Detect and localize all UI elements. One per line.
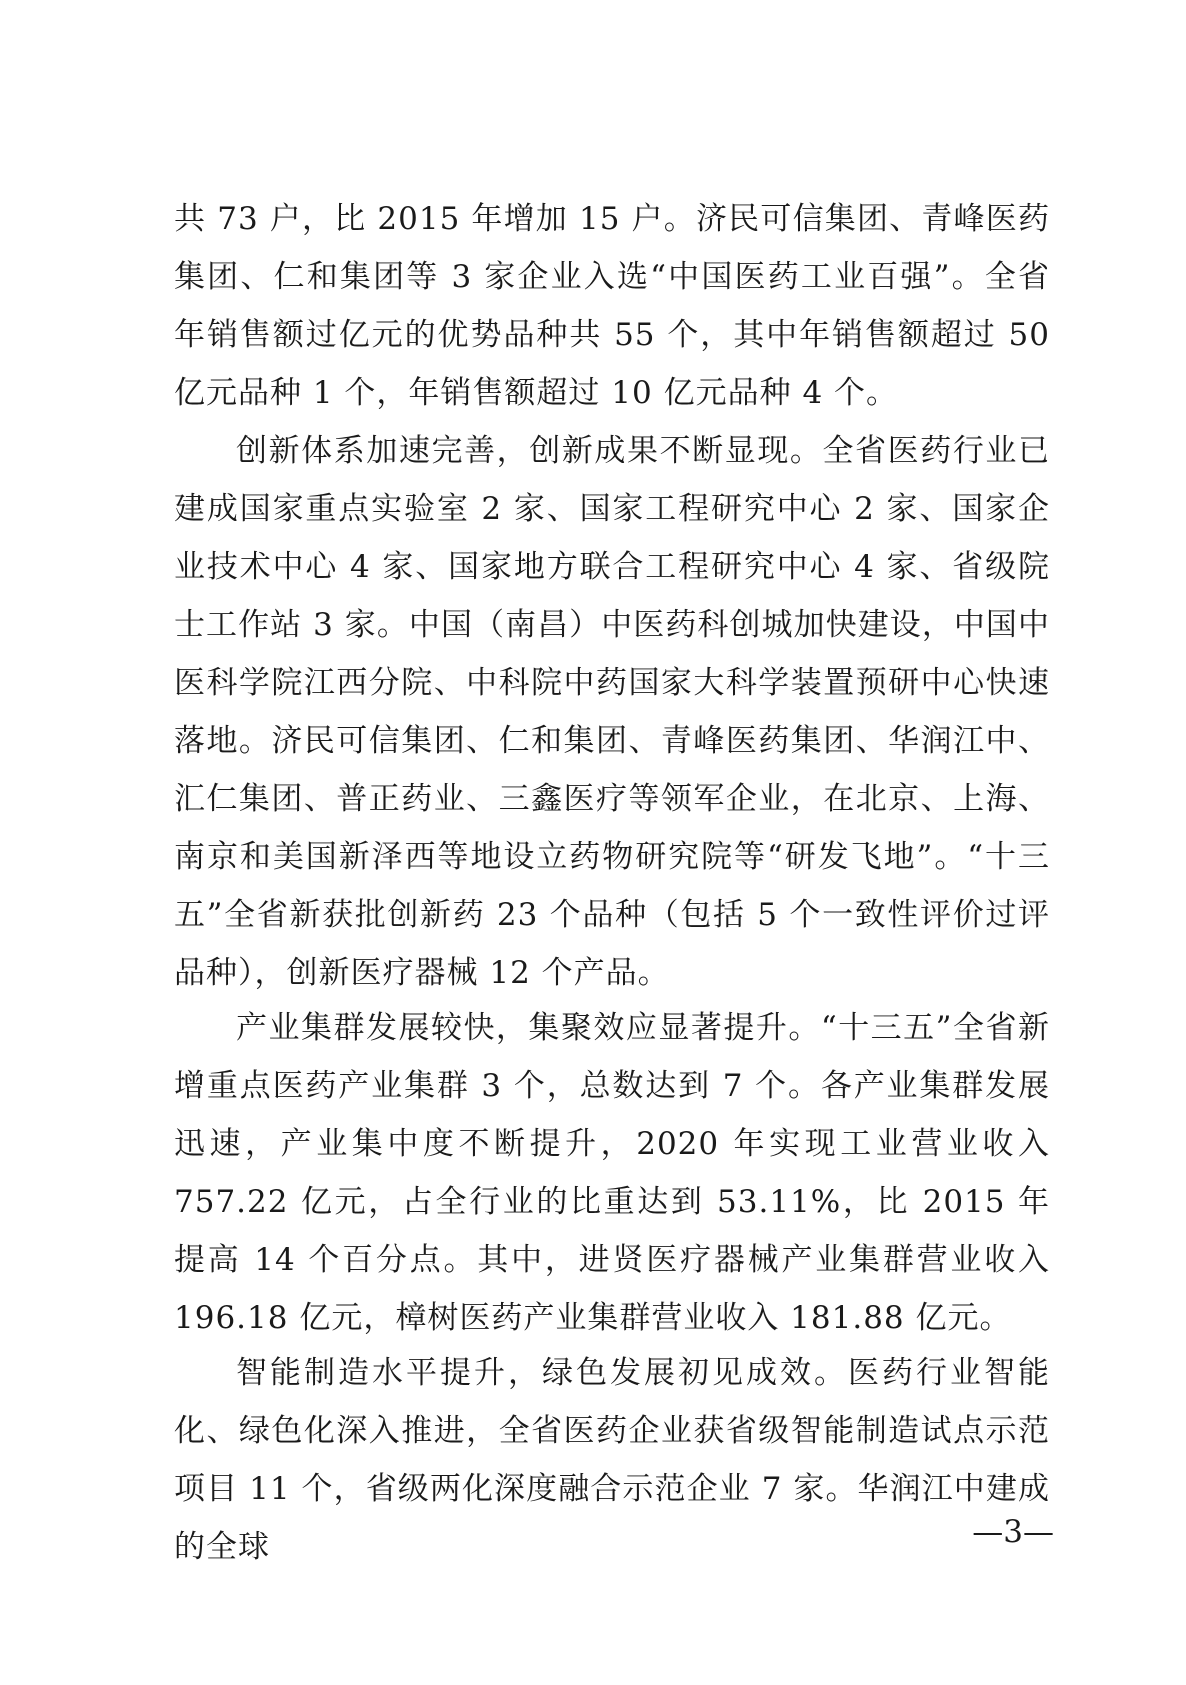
paragraph-enterprises: 共 73 户，比 2015 年增加 15 户。济民可信集团、青峰医药集团、仁和集团等 3 家企业入选“中国医药工业百强”。全省年销售额过亿元的优势品种共 55 个，其中年销售额超过 50 亿元品种 1 个，年销售额超过 10 亿元品种 4 个。 — [174, 201, 1050, 411]
paragraph-innovation: 创新体系加速完善，创新成果不断显现。全省医药行业已建成国家重点实验室 2 家、国家工程研究中心 2 家、国家企业技术中心 4 家、国家地方联合工程研究中心 4 家、省级院士工作站 3 家。中国（南昌）中医药科创城加快建设，中国中医科学院江西分院、中科院中药国家大科学装置预研中心快速落地。济民可信集团、仁和集团、青峰医药集团、华润江中、汇仁集团、普正药业、三鑫医疗等领军企业，在北京、上海、南京和美国新泽西等地设立药物研究院等“研发飞地”。“十三五”全省新获批创新药 23 个品种（包括 5 个一致性评价过评品种），创新医疗器械 12 个产品。 — [174, 433, 1050, 991]
page-number: —3— — [972, 1514, 1054, 1550]
paragraph-clusters: 产业集群发展较快，集聚效应显著提升。“十三五”全省新增重点医药产业集群 3 个，总数达到 7 个。各产业集群发展迅速，产业集中度不断提升，2020 年实现工业营业收入 757.22 亿元，占全行业的比重达到 53.11%，比 2015 年提高 14 个百分点。其中，进贤医疗器械产业集群营业收入 196.18 亿元，樟树医药产业集群营业收入 181.88 亿元。 — [174, 1010, 1050, 1336]
paragraph-smart-manufacturing: 智能制造水平提升，绿色发展初见成效。医药行业智能化、绿色化深入推进，全省医药企业获省级智能制造试点示范项目 11 个，省级两化深度融合示范企业 7 家。华润江中建成的全球 — [174, 1355, 1050, 1565]
